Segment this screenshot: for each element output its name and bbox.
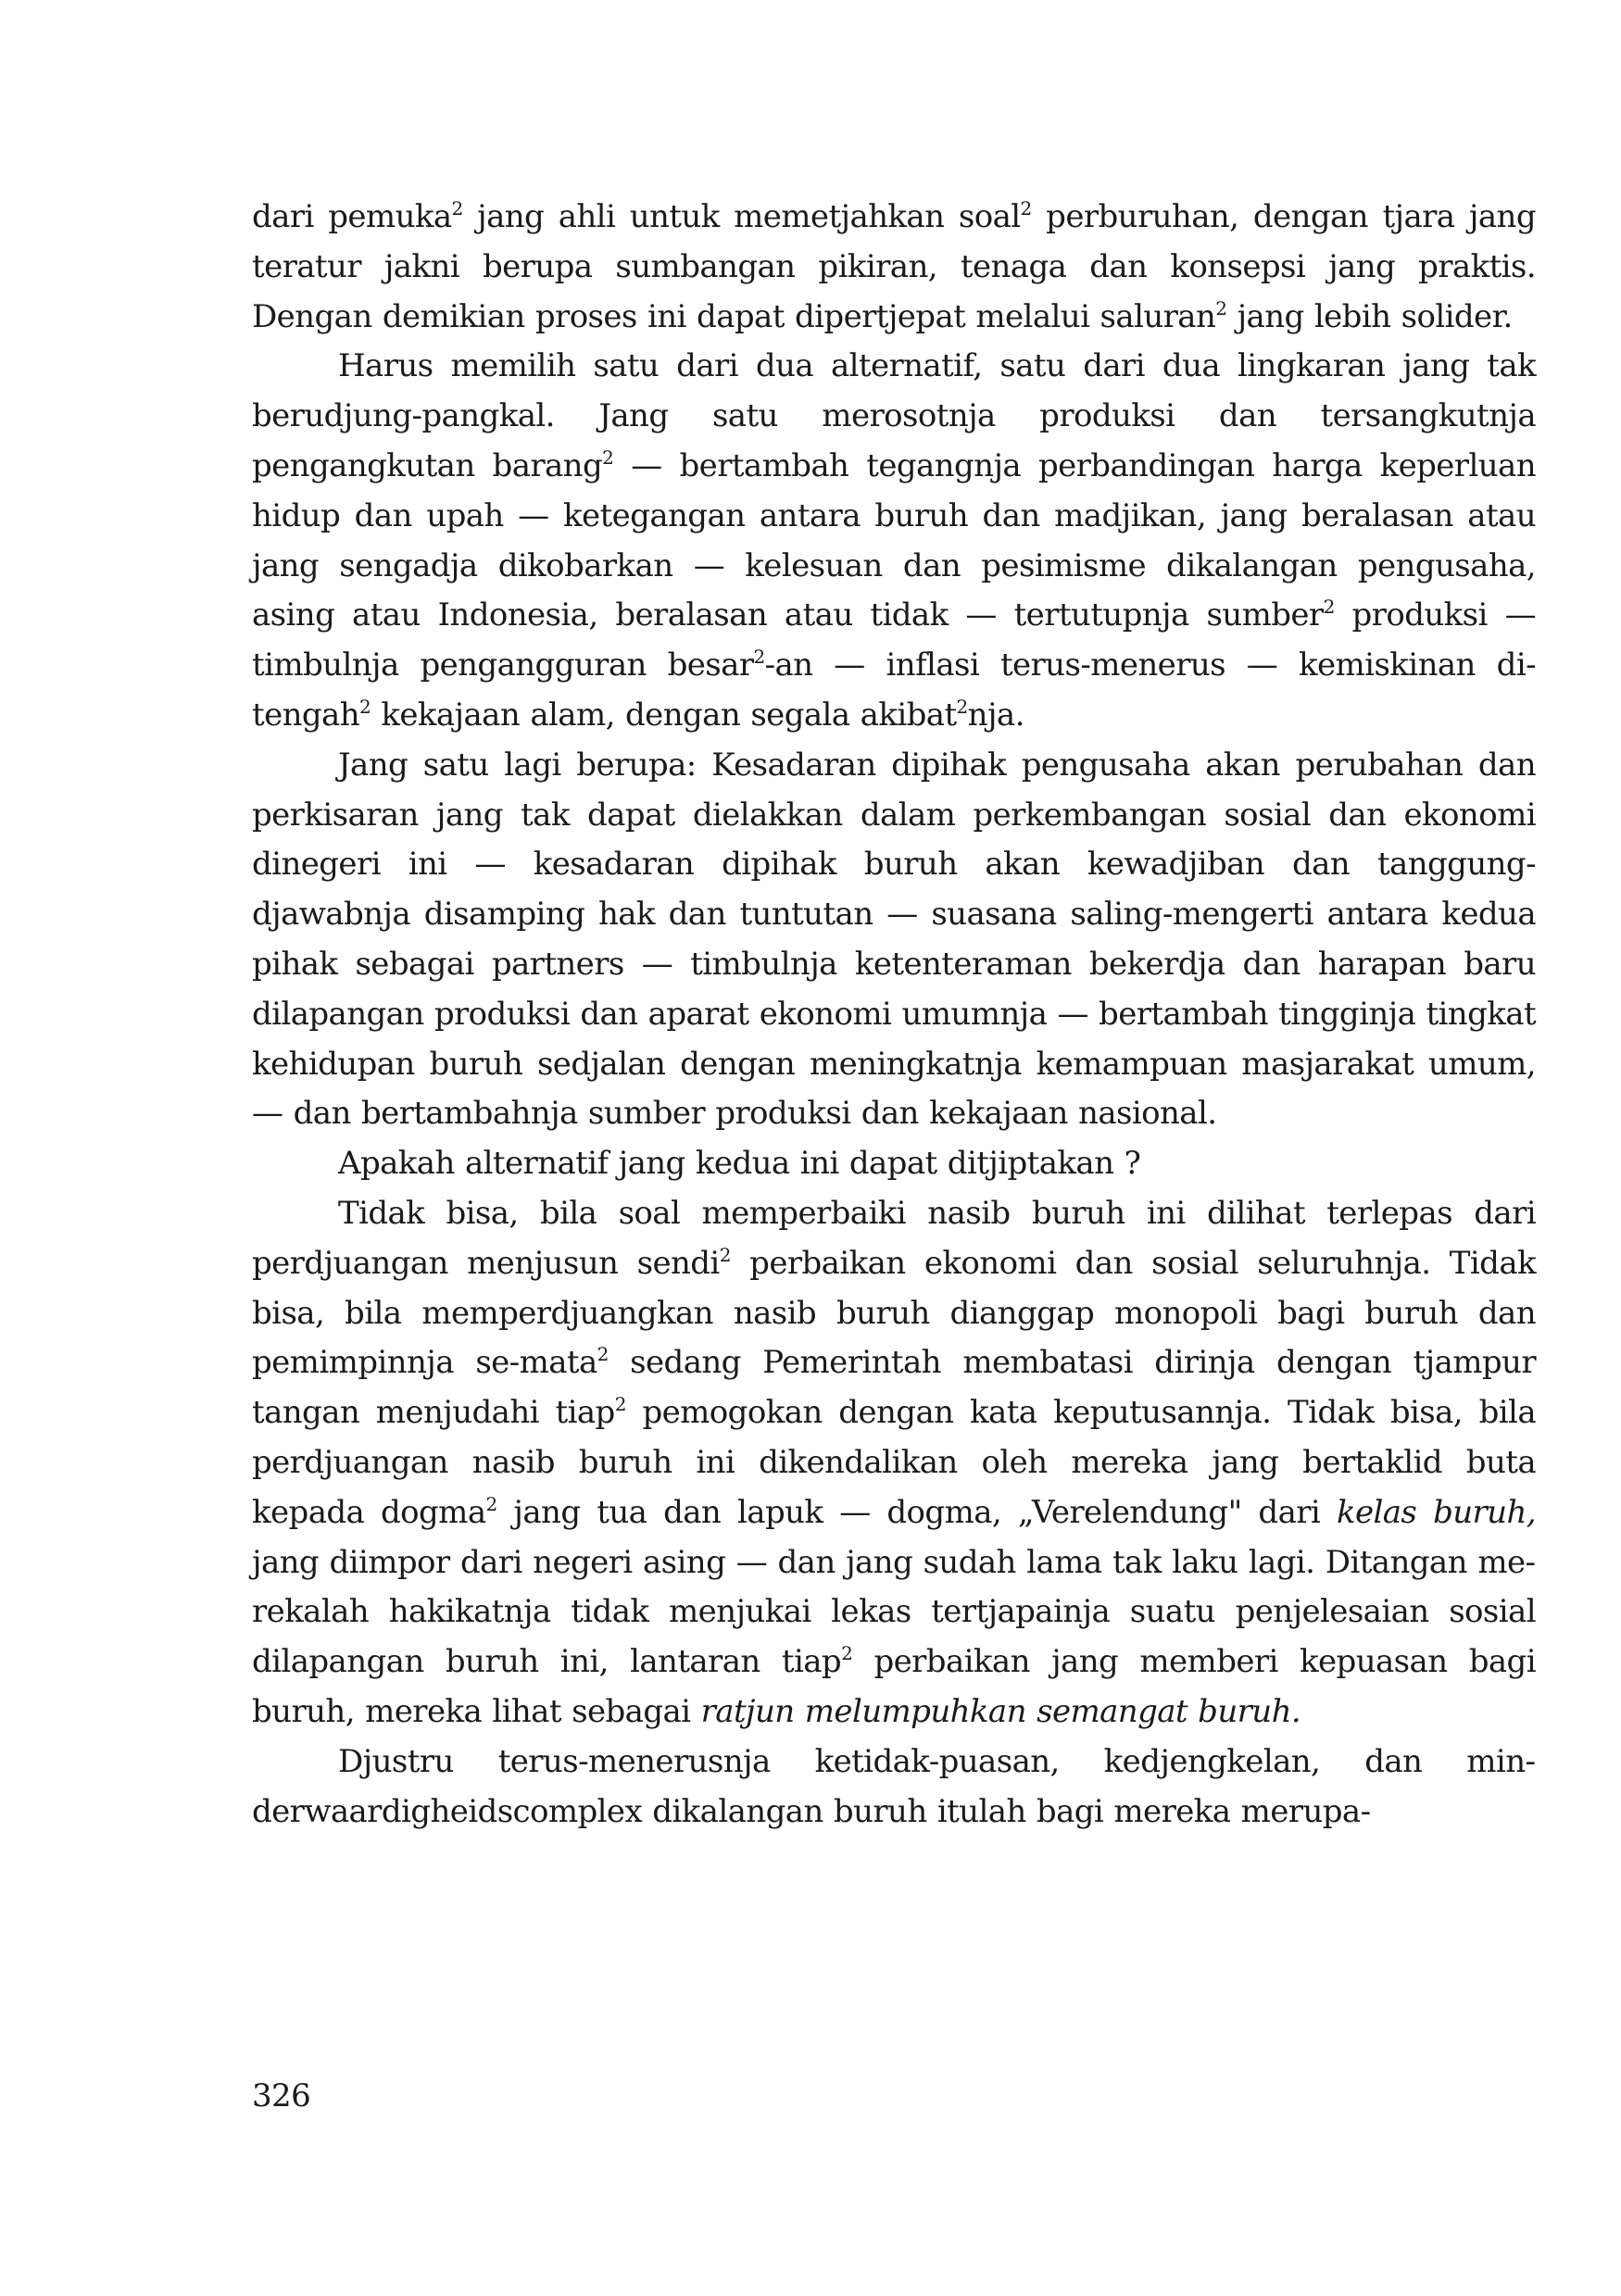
superscript-repeat-mark: 2 (614, 1393, 626, 1416)
text-run: Apakah alternatif jang kedua ini dapat ditjiptakan ? (338, 1145, 1141, 1183)
text-run: Tidak bisa, bila soal memperbaiki nasib buruh ini dilihat terlepas dari perdjuangan menjusun sendi (252, 1194, 1536, 1282)
text-run: -an — inflasi terus-menerus — kemiskinan di-tengah (252, 646, 1536, 734)
text-run: kekajaan alam, dengan segala akibat (371, 696, 957, 734)
superscript-repeat-mark: 2 (359, 695, 371, 718)
text-run: sedang Pemerintah membatasi dirinja dengan tjampur tangan menjudahi tiap (252, 1344, 1536, 1432)
text-run: pemogokan dengan kata keputusannja. Tidak bisa, bila perdjuangan nasib buruh ini dikendalikan oleh mereka jang bertaklid buta kepada dogma (252, 1394, 1537, 1531)
paragraph-3 (252, 741, 1536, 1139)
superscript-repeat-mark: 2 (602, 445, 614, 469)
text-run: Jang satu lagi berupa: Kesadaran dipihak pengusaha akan perubahan dan perkisaran jang tak dapat dielakkan dalam perkembangan sosial dan ekonomi dinegeri ini — kesadaran dipihak buruh akan kewadjiban dan tanggung-djawabnja disamping hak dan tuntutan — suasana saling-mengerti antara kedua pihak sebagai partners — timbulnja ketenteraman bekerdja dan harapan baru dilapangan produksi dan aparat ekonomi umumnja — bertambah tingginja tingkat kehidupan buruh sedjalan dengan meningkatnja kemampuan masjarakat umum, — dan bertambahnja sumber produksi dan kekajaan nasional. (252, 746, 1537, 1133)
superscript-repeat-mark: 2 (719, 1243, 731, 1266)
superscript-repeat-mark: 2 (1215, 296, 1227, 320)
paragraph-4 (252, 1139, 1536, 1189)
text-run: Djustru terus-menerusnja ketidak-puasan, kedjengkelan, dan minderwaardigheidscomplex dikalangan buruh itulah bagi mereka merupa- (252, 1742, 1536, 1830)
superscript-repeat-mark: 2 (956, 695, 968, 718)
text-run: jang ahli untuk memetjahkan soal (462, 198, 1021, 235)
superscript-repeat-mark: 2 (1323, 596, 1335, 619)
text-run: — bertambah tegangnja perbandingan harga keperluan hidup dan upah — ketegangan antara buruh dan madjikan, jang beralasan atau jang sengadja dikobarkan — kelesuan dan pesimisme dikalangan pengusaha, asing atau Indonesia, beralasan atau tidak — tertutupnja sumber (252, 446, 1536, 634)
italic-text: kelas buruh, (1336, 1493, 1536, 1531)
superscript-repeat-mark: 2 (451, 197, 463, 220)
text-run: perburuhan, dengan tjara jang teratur jakni berupa sumbangan pikiran, tenaga dan konsepsi jang praktis. Dengan demikian proses ini dapat dipertjepat melalui saluran (252, 198, 1536, 335)
text-run: produksi — timbulnja pengangguran besar (252, 596, 1536, 684)
paragraph-5 (252, 1189, 1536, 1738)
page-number: 326 (252, 2077, 311, 2114)
superscript-repeat-mark: 2 (597, 1343, 609, 1366)
superscript-repeat-mark: 2 (485, 1492, 497, 1515)
paragraph-2 (252, 342, 1536, 740)
text-run: jang lebih solider. (1226, 297, 1513, 335)
superscript-repeat-mark: 2 (841, 1642, 853, 1665)
page-body (252, 193, 1536, 1837)
text-run: nja. (967, 696, 1024, 734)
superscript-repeat-mark: 2 (753, 646, 765, 669)
superscript-repeat-mark: 2 (1020, 197, 1032, 220)
text-run: jang tua dan lapuk — dogma, „Verelendung" dari (496, 1493, 1337, 1531)
text-run: jang diimpor dari negeri asing — dan jang sudah lama tak laku lagi. Ditangan merekalah hakikatnja tidak menjukai lekas tertjapainja suatu penjelesaian sosial dilapangan buruh ini, lantaran tiap (252, 1543, 1536, 1681)
text-run: perbaikan jang memberi kepuasan bagi buruh, mereka lihat sebagai (252, 1643, 1536, 1730)
text-run: dari pemuka (252, 198, 452, 235)
paragraph-1 (252, 193, 1536, 342)
paragraph-6 (252, 1738, 1536, 1838)
text-run: perbaikan ekonomi dan sosial seluruhnja. Tidak bisa, bila memperdjuangkan nasib buruh dianggap monopoli bagi buruh dan pemimpinnja se-mata (252, 1244, 1536, 1382)
text-run: Harus memilih satu dari dua alternatif, satu dari dua lingkaran jang tak berudjung-pangkal. Jang satu merosotnja produksi dan tersangkutnja pengangkutan barang (252, 347, 1536, 484)
italic-text: ratjun melumpuhkan semangat buruh. (700, 1692, 1301, 1730)
